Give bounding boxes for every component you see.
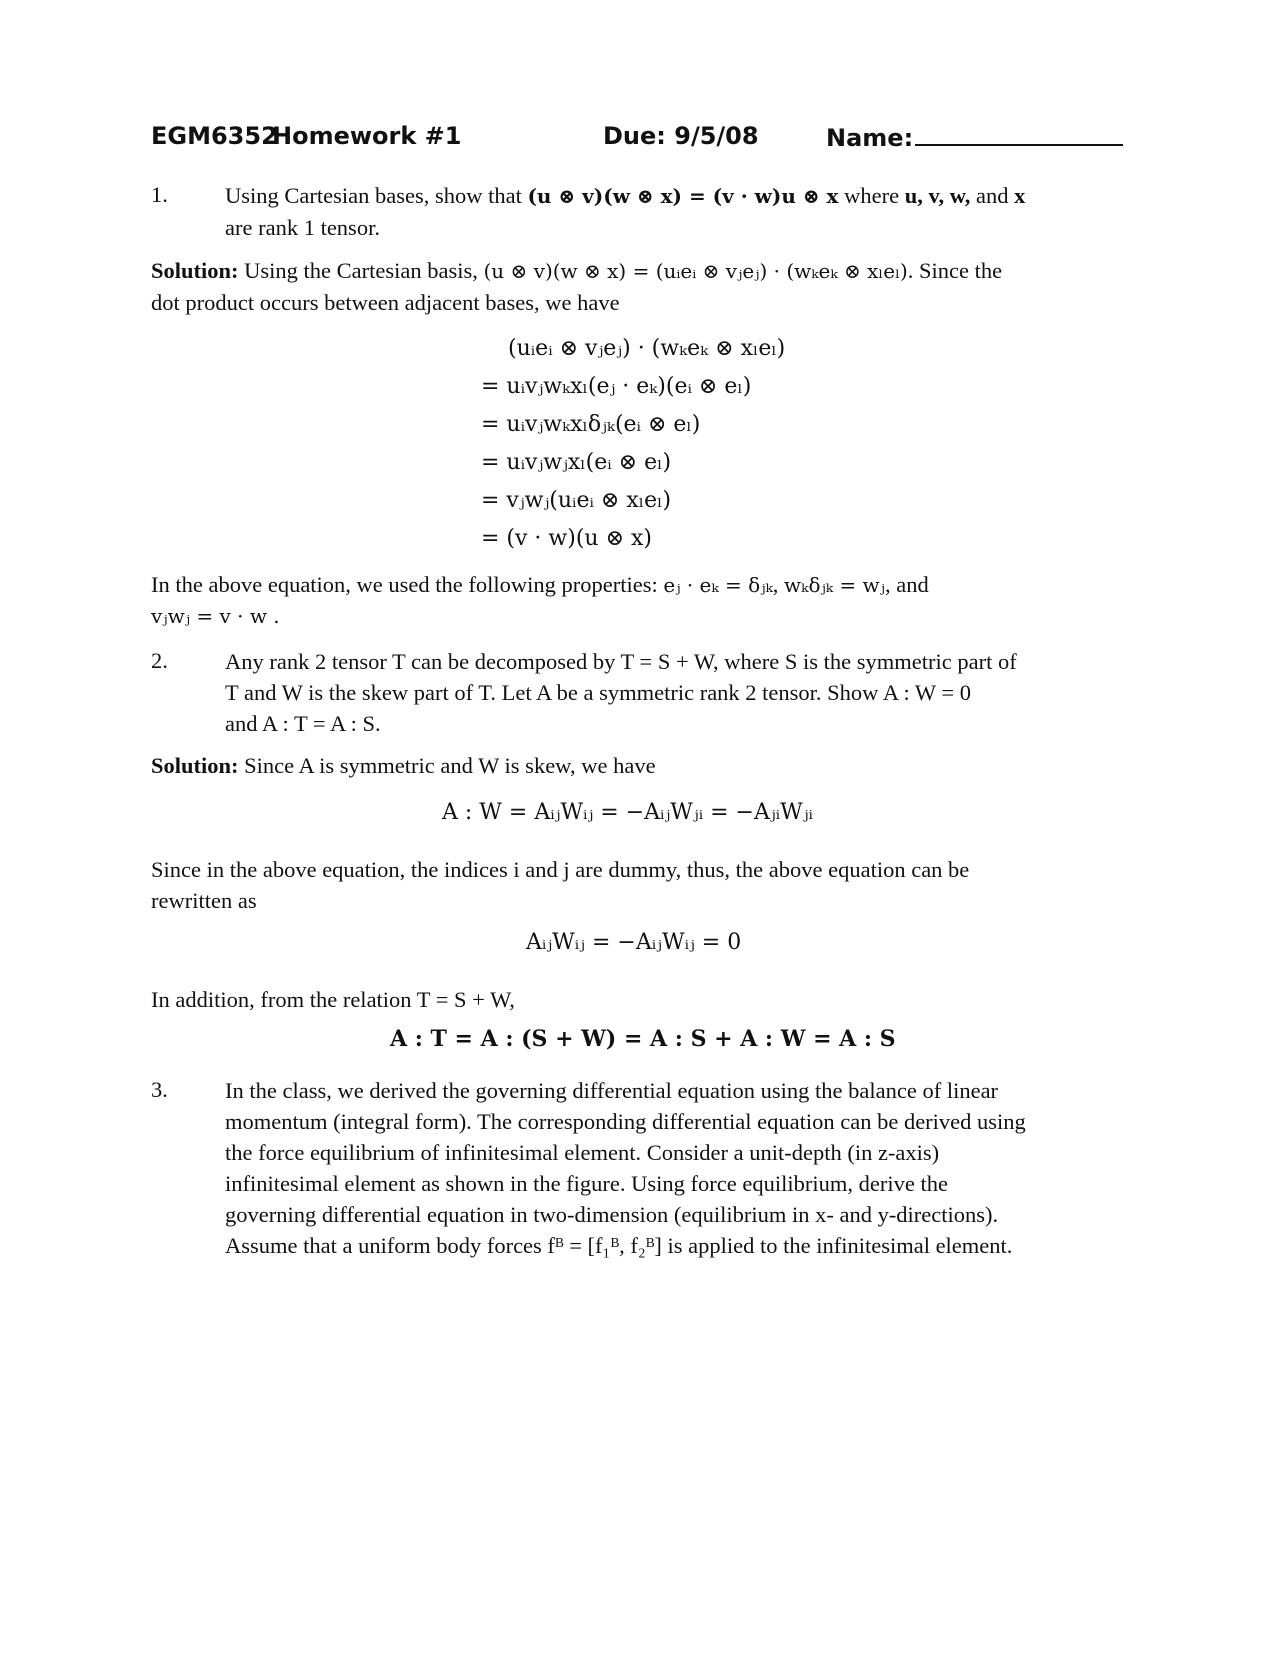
homework-title: Homework #1 (272, 122, 462, 150)
dummy-indices-line-2: rewritten as (151, 888, 257, 913)
solution-label: Solution: (151, 258, 239, 283)
problem-1-line-2: are rank 1 tensor. (225, 215, 380, 240)
equation-a-colon-w: A : W = AᵢⱼWᵢⱼ = −AᵢⱼWⱼᵢ = −AⱼᵢWⱼᵢ (442, 800, 813, 825)
problem-3-line-1: In the class, we derived the governing differential equation using the balance of linear (225, 1078, 999, 1103)
name-blank-line (915, 122, 1123, 146)
derivation-step-3: = uᵢvⱼwₖxₗδⱼₖ(eᵢ ⊗ eₗ) (481, 412, 701, 437)
problem-3-line-5: governing differential equation in two-dimension (equilibrium in x- and y-directions). (225, 1202, 999, 1227)
derivation-step-2: = uᵢvⱼwₖxₗ(eⱼ · eₖ)(eᵢ ⊗ eₗ) (481, 374, 752, 399)
name-field (826, 122, 1123, 152)
problem-3-line-4: infinitesimal element as shown in the figure. Using force equilibrium, derive the (225, 1171, 948, 1196)
problem-2-line-2: T and W is the skew part of T. Let A be a symmetric rank 2 tensor. Show A : W = 0 (225, 680, 971, 705)
property-1: eⱼ · eₖ = δⱼₖ (663, 573, 773, 597)
property-2: wₖδⱼₖ = wⱼ (784, 573, 885, 597)
problem-2-line-1: Any rank 2 tensor T can be decomposed by T = S + W, where S is the symmetric part of (225, 649, 1017, 674)
problem-3-line-3: the force equilibrium of infinitesimal element. Consider a unit-depth (in z-axis) (225, 1140, 940, 1165)
problem-1-line-1: Using Cartesian bases, show that (u ⊗ v)(w ⊗ x) = (v · w)u ⊗ x where u, v, w, and x (225, 183, 1026, 208)
derivation-step-6: = (v · w)(u ⊗ x) (481, 526, 652, 551)
equation-zero: AᵢⱼWᵢⱼ = −AᵢⱼWᵢⱼ = 0 (526, 930, 742, 955)
problem-3-line-6: Assume that a uniform body forces fᴮ = [f₁ᴮ, f₂ᴮ] is applied to the infinitesimal element. (225, 1233, 1013, 1258)
solution-2-line-1: Solution: Since A is symmetric and W is skew, we have (151, 753, 656, 778)
solution-2-label: Solution: (151, 753, 239, 778)
derivation-step-1: (uᵢeᵢ ⊗ vⱼeⱼ) · (wₖeₖ ⊗ xₗeₗ) (508, 336, 786, 361)
dummy-indices-line-1: Since in the above equation, the indices i and j are dummy, thus, the above equation can be (151, 857, 970, 882)
problem-1-number: 1. (151, 182, 168, 207)
course-code: EGM6352 (151, 122, 278, 150)
equation-a-colon-t: A : T = A : (S + W) = A : S + A : W = A : S (390, 1026, 896, 1052)
addition-line: In addition, from the relation T = S + W, (151, 987, 515, 1012)
solution-1-line-1: Solution: Using the Cartesian basis, (u ⊗ v)(w ⊗ x) = (uᵢeᵢ ⊗ vⱼeⱼ) · (wₖeₖ ⊗ xₗeₗ). Since the (151, 258, 1003, 283)
solution-1-formula: (u ⊗ v)(w ⊗ x) = (uᵢeᵢ ⊗ vⱼeⱼ) · (wₖeₖ ⊗ xₗeₗ) (483, 259, 908, 283)
problem-2-number: 2. (151, 648, 168, 673)
derivation-step-4: = uᵢvⱼwⱼxₗ(eᵢ ⊗ eₗ) (481, 450, 672, 475)
problem-3-number: 3. (151, 1077, 168, 1102)
problem-2-line-3: and A : T = A : S. (225, 711, 381, 736)
properties-line: In the above equation, we used the following properties: eⱼ · eₖ = δⱼₖ, wₖδⱼₖ = wⱼ, and (151, 572, 929, 597)
derivation-step-5: = vⱼwⱼ(uᵢeᵢ ⊗ xₗeₗ) (481, 488, 672, 513)
name-label: Name: (826, 124, 914, 152)
problem-3-line-2: momentum (integral form). The corresponding differential equation can be derived using (225, 1109, 1026, 1134)
problem-1-formula: (u ⊗ v)(w ⊗ x) = (v · w)u ⊗ x (527, 184, 839, 208)
solution-1-line-2: dot product occurs between adjacent bases, we have (151, 290, 620, 315)
due-date: Due: 9/5/08 (603, 122, 759, 150)
property-3: vⱼwⱼ = v · w . (151, 604, 280, 628)
